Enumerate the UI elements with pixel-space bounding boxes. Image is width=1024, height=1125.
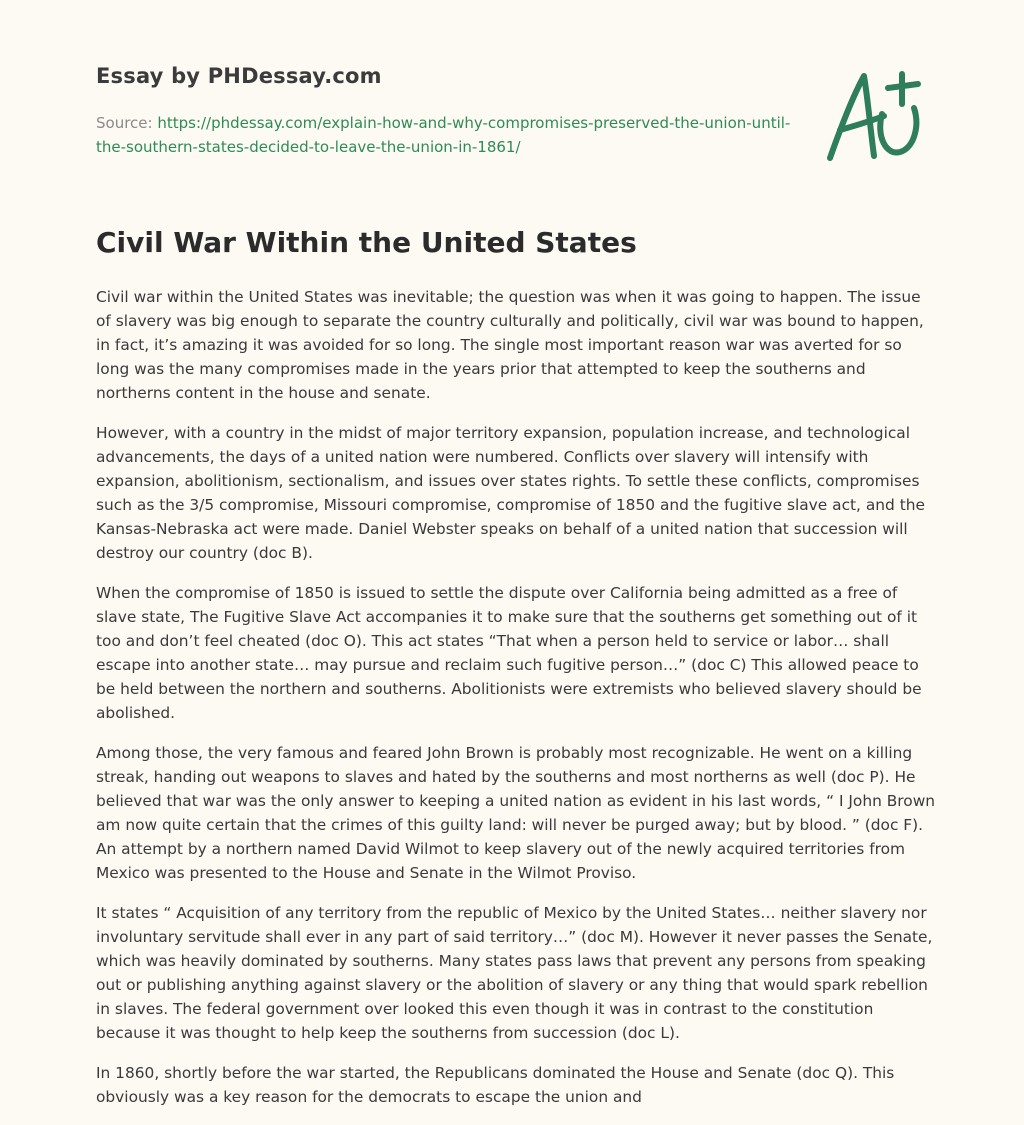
article-title: Civil War Within the United States xyxy=(96,226,637,259)
a-plus-logo-icon xyxy=(820,64,930,168)
paragraph: Among those, the very famous and feared John Brown is probably most recognizable. He went on a killing streak, handing out weapons to slaves and hated by the southerns and most northerns as well (doc P). He believed that war was the only answer to keeping a united nation as evident in his last words, “ I John Brown am now quite certain that the crimes of this guilty land: will never be purged away; but by blood. ” (doc F). An attempt by a northern named David Wilmot to keep slavery out of the newly acquired territories from Mexico was presented to the House and Senate in the Wilmot Proviso. xyxy=(96,744,936,882)
source-label: Source: xyxy=(96,114,158,132)
logo-text: A+ xyxy=(820,64,822,65)
paragraph: However, with a country in the midst of major territory expansion, population increase, and technological advancements, the days of a united nation were numbered. Conflicts over slavery will intensify with expansion, abolitionism, sectionalism, and issues over states rights. To settle these conflicts, compromises such as the 3/5 compromise, Missouri compromise, compromise of 1850 and the fugitive slave act, and the Kansas-Nebraska act were made. Daniel Webster speaks on behalf of a united nation that succession will destroy our country (doc B). xyxy=(96,424,925,562)
article-body xyxy=(96,285,936,1125)
paragraph: It states “ Acquisition of any territory from the republic of Mexico by the United States… neither slavery nor involuntary servitude shall ever in any part of said territory…” (doc M). However it never passes the Senate, which was heavily dominated by southerns. Many states pass laws that prevent any persons from speaking out or publishing anything against slavery or the abolition of slavery or any thing that would spark rebellion in slaves. The federal government over looked this even though it was in contrast to the constitution because it was thought to help keep the southerns from succession (doc L). xyxy=(96,904,933,1042)
paragraph: Civil war within the United States was inevitable; the question was when it was going to happen. The issue of slavery was big enough to separate the country culturally and politically, civil war was bound to happen, in fact, it’s amazing it was avoided for so long. The single most important reason war was averted for so long was the many compromises made in the years prior that attempted to keep the southerns and northerns content in the house and senate. xyxy=(96,288,924,402)
paragraph: In 1860, shortly before the war started, the Republicans dominated the House and Senate (doc Q). This obviously was a key reason for the democrats to escape the union and xyxy=(96,1064,895,1106)
source-line xyxy=(96,111,796,159)
site-brand: Essay by PHDessay.com xyxy=(96,64,382,88)
paragraph: When the compromise of 1850 is issued to settle the dispute over California being admitted as a free of slave state, The Fugitive Slave Act accompanies it to make sure that the southerns get something out of it too and don’t feel cheated (doc O). This act states “That when a person held to service or labor… shall escape into another state… may pursue and reclaim such fugitive person…” (doc C) This allowed peace to be held between the northern and southerns. Abolitionists were extremists who believed slavery should be abolished. xyxy=(96,584,922,722)
source-link[interactable]: https://phdessay.com/explain-how-and-why-compromises-preserved-the-union-until-the-southern-states-decided-to-leave-the-union-in-1861/ xyxy=(96,114,791,156)
